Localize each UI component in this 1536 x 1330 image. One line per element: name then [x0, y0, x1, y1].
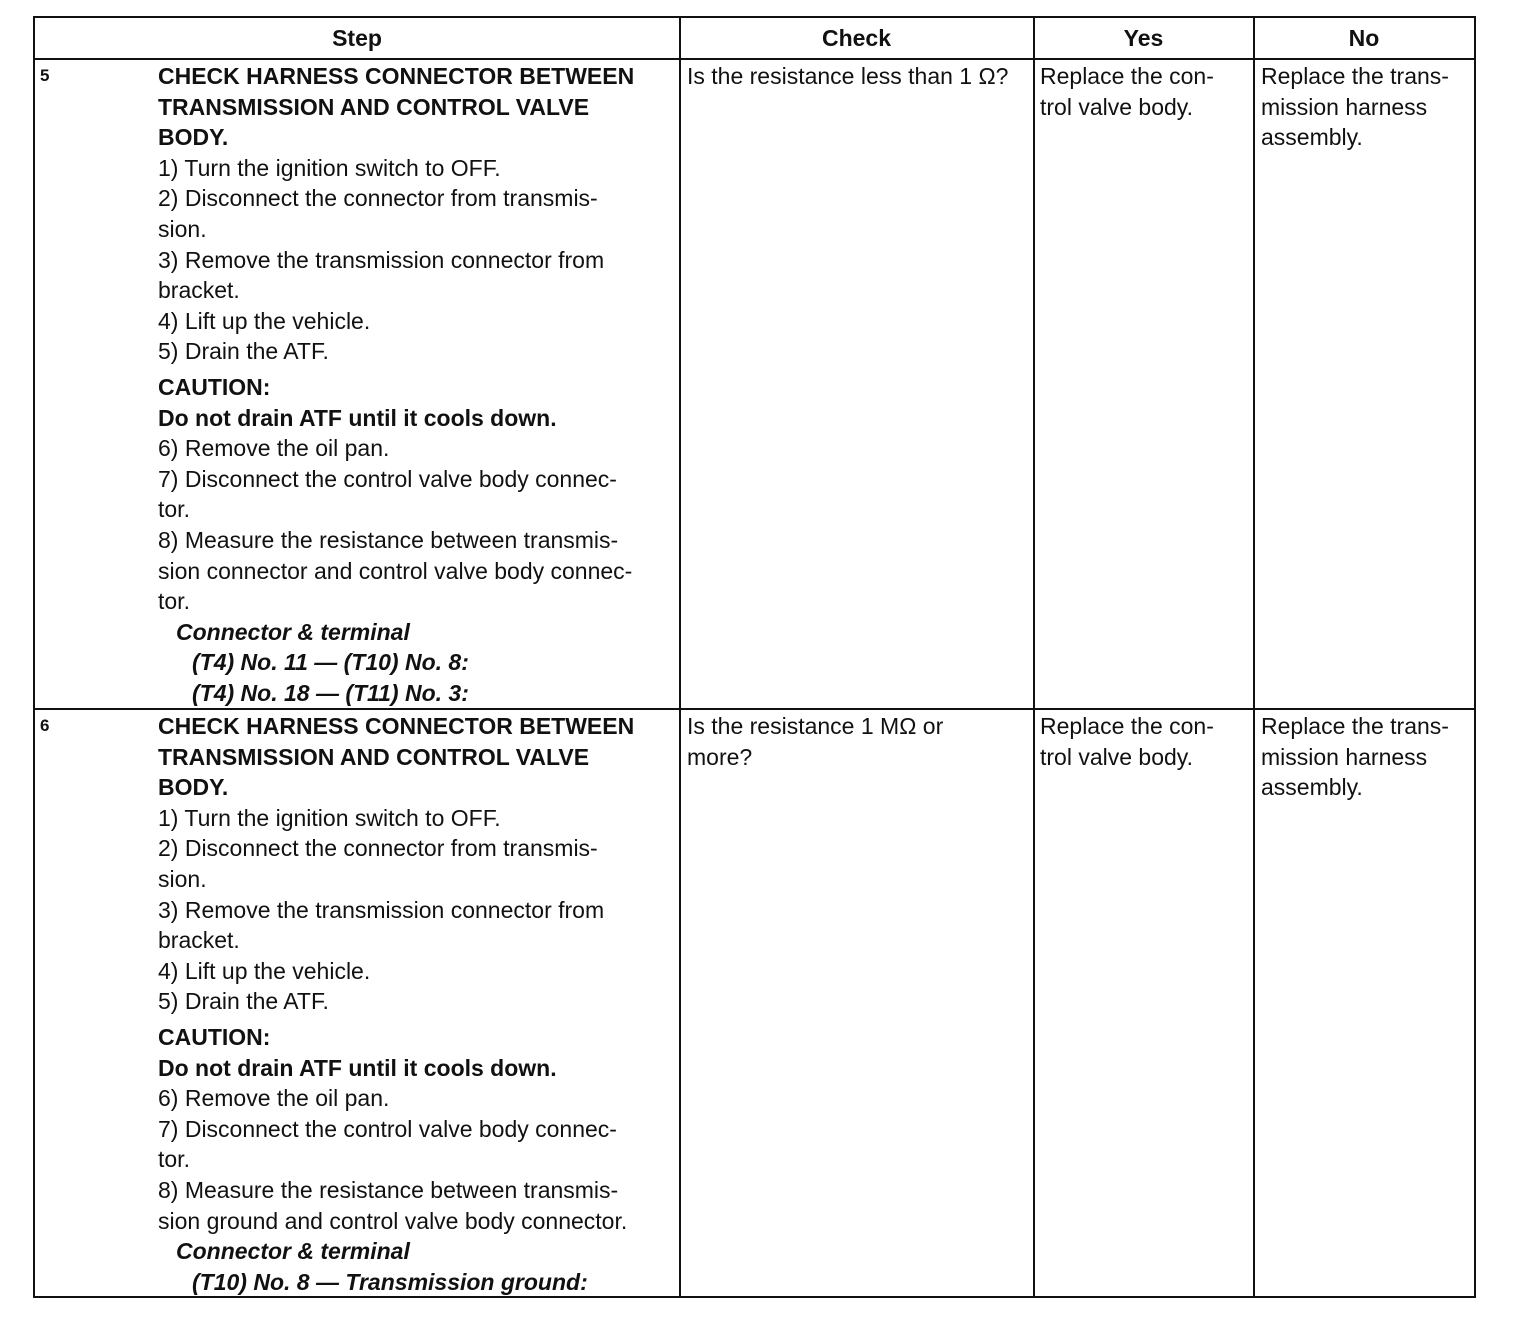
connector-label: Connector & terminal [176, 618, 410, 645]
check-text: Is the resistance 1 MΩ or [687, 713, 944, 739]
yes-text: Replace the con- [1040, 63, 1214, 89]
diagnostic-table [33, 16, 1476, 1298]
step-title-line: TRANSMISSION AND CONTROL VALVE [158, 93, 590, 120]
procedure-line: 5) Drain the ATF. [158, 338, 329, 365]
procedure-line: tor. [158, 1146, 190, 1173]
step-title-line: TRANSMISSION AND CONTROL VALVE [158, 743, 590, 770]
caution-text: Do not drain ATF until it cools down. [158, 1054, 557, 1081]
step-title-line: BODY. [158, 774, 229, 801]
row-divider [35, 58, 1474, 60]
no-text: mission harness [1261, 93, 1428, 120]
procedure-line: 4) Lift up the vehicle. [158, 307, 371, 334]
step-title-line: CHECK HARNESS CONNECTOR BETWEEN [158, 713, 635, 739]
caution-label: CAUTION: [158, 1023, 271, 1050]
no-cell [1261, 711, 1449, 803]
column-divider [1253, 18, 1255, 1296]
check-cell [687, 61, 1008, 92]
procedure-line: sion. [158, 215, 207, 242]
procedure-line: 5) Drain the ATF. [158, 988, 329, 1015]
yes-cell [1040, 711, 1214, 772]
no-text: assembly. [1261, 774, 1363, 801]
step-content [158, 711, 634, 1297]
check-cell [687, 711, 943, 772]
procedure-line: sion ground and control valve body connector. [158, 1207, 628, 1234]
procedure-line: bracket. [158, 927, 240, 954]
procedure-line: 6) Remove the oil pan. [158, 1085, 390, 1112]
check-text: Is the resistance less than 1 Ω? [687, 63, 1009, 89]
header-yes: Yes [1123, 25, 1164, 51]
column-divider [679, 18, 681, 1296]
no-text: Replace the trans- [1261, 63, 1449, 89]
check-text: more? [687, 743, 753, 770]
procedure-line: sion. [158, 865, 207, 892]
header-no: No [1348, 25, 1380, 51]
procedure-line: tor. [158, 496, 190, 523]
header-step: Step [332, 25, 382, 51]
procedure-line: sion connector and control valve body connec- [158, 557, 633, 584]
procedure-line: tor. [158, 588, 190, 615]
procedure-line: 4) Lift up the vehicle. [158, 957, 371, 984]
connector-line: (T10) No. 8 — Transmission ground: [192, 1268, 588, 1295]
yes-text: trol valve body. [1040, 743, 1193, 770]
step-number: 6 [40, 716, 50, 735]
step-title-line: BODY. [158, 124, 229, 151]
step-title-line: CHECK HARNESS CONNECTOR BETWEEN [158, 63, 635, 89]
procedure-line: 3) Remove the transmission connector from [158, 896, 605, 923]
procedure-line: 2) Disconnect the connector from transmis- [158, 185, 598, 212]
procedure-line: 1) Turn the ignition switch to OFF. [158, 804, 501, 831]
no-text: Replace the trans- [1261, 713, 1449, 739]
no-text: assembly. [1261, 124, 1363, 151]
procedure-line: bracket. [158, 277, 240, 304]
procedure-line: 2) Disconnect the connector from transmis- [158, 835, 598, 862]
procedure-line: 8) Measure the resistance between transmis- [158, 526, 619, 553]
caution-label: CAUTION: [158, 373, 271, 400]
caution-text: Do not drain ATF until it cools down. [158, 404, 557, 431]
procedure-line: 7) Disconnect the control valve body connec- [158, 1115, 617, 1142]
connector-line: (T4) No. 18 — (T11) No. 3: [192, 679, 469, 706]
procedure-line: 7) Disconnect the control valve body connec- [158, 465, 617, 492]
procedure-line: 8) Measure the resistance between transmis- [158, 1176, 619, 1203]
header-check: Check [821, 25, 892, 51]
step-number: 5 [40, 66, 50, 85]
connector-label: Connector & terminal [176, 1238, 410, 1265]
yes-cell [1040, 61, 1214, 122]
column-divider [1033, 18, 1035, 1296]
yes-text: Replace the con- [1040, 713, 1214, 739]
no-text: mission harness [1261, 743, 1428, 770]
step-content [158, 61, 634, 708]
no-cell [1261, 61, 1449, 153]
procedure-line: 3) Remove the transmission connector from [158, 246, 605, 273]
yes-text: trol valve body. [1040, 93, 1193, 120]
connector-line: (T4) No. 11 — (T10) No. 8: [192, 649, 469, 676]
procedure-line: 1) Turn the ignition switch to OFF. [158, 154, 501, 181]
procedure-line: 6) Remove the oil pan. [158, 435, 390, 462]
